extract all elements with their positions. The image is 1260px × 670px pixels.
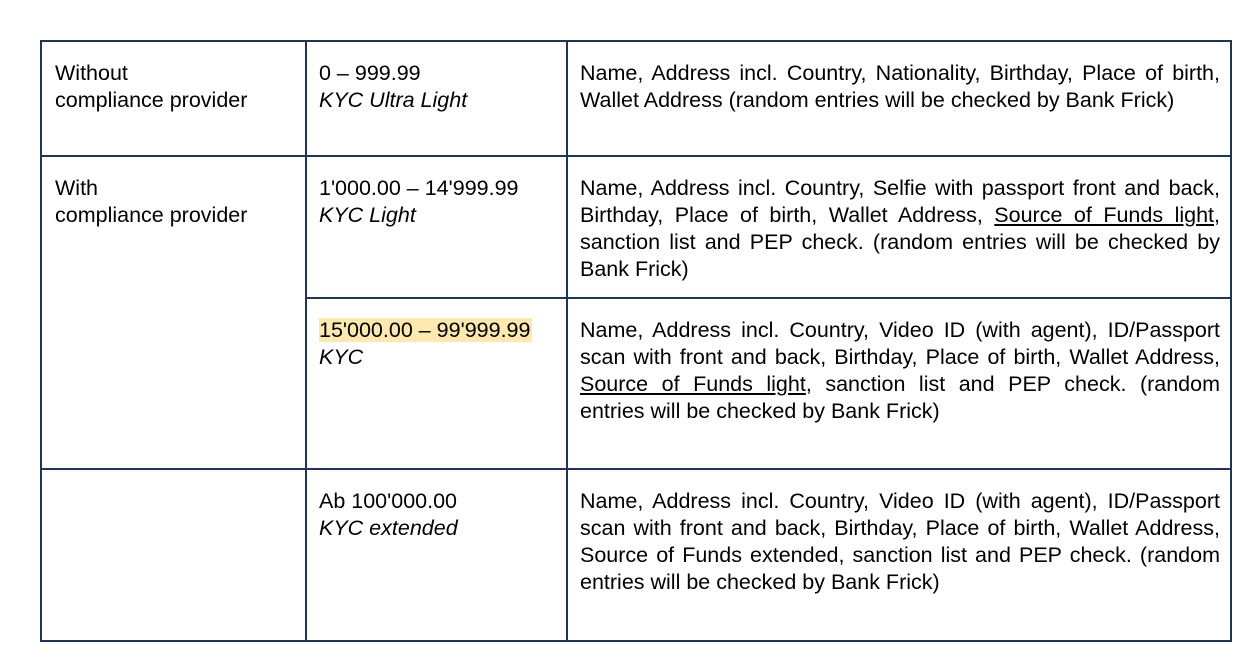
requirements-part: Name, Address incl. Country, Video ID (with agent), ID/Passport scan with front and back, Birthday, Place of birth, Wallet Address, bbox=[580, 318, 1220, 369]
requirements-part: , sanction list and PEP check. (random entries will be checked by Bank Frick) bbox=[580, 203, 1220, 281]
amount-cell bbox=[306, 469, 567, 641]
provider-label: With bbox=[55, 176, 98, 200]
amount-cell bbox=[306, 41, 567, 156]
kyc-level: KYC Light bbox=[319, 203, 416, 227]
requirements-part: , sanction list and PEP check. (random entries will be checked by Bank Frick) bbox=[580, 372, 1221, 423]
provider-cell bbox=[41, 469, 306, 641]
requirements-text bbox=[568, 299, 1230, 425]
requirements-text bbox=[568, 157, 1230, 283]
provider-cell bbox=[41, 298, 306, 469]
provider-label: compliance provider bbox=[55, 203, 248, 227]
amount-range: 0 – 999.99 bbox=[319, 61, 421, 85]
table-row bbox=[41, 298, 1231, 469]
requirements-part: Name, Address incl. Country, Selfie with passport front and back, Birthday, Place of birth, Wallet Address, bbox=[580, 176, 1220, 227]
requirements-cell bbox=[567, 41, 1231, 156]
provider-label: compliance provider bbox=[55, 88, 248, 112]
requirements-text: Name, Address incl. Country, Video ID (with agent), ID/Passport scan with front and back, Birthday, Place of birth, Wallet Address, Source of Funds extended, sanction list and PEP check. (random entries will be checked by Bank Frick) bbox=[580, 489, 1220, 594]
table-row bbox=[41, 469, 1231, 641]
table-row bbox=[41, 41, 1231, 156]
amount-cell bbox=[306, 156, 567, 298]
amount-range-highlighted: 15'000.00 – 99'999.99 bbox=[319, 318, 531, 342]
provider-cell bbox=[41, 41, 306, 156]
kyc-level: KYC bbox=[319, 345, 364, 369]
kyc-requirements-table bbox=[40, 40, 1232, 642]
requirements-cell bbox=[567, 469, 1231, 641]
provider-label: Without bbox=[55, 61, 128, 85]
amount-cell bbox=[306, 298, 567, 469]
kyc-level: KYC extended bbox=[319, 516, 458, 540]
requirements-cell bbox=[567, 298, 1231, 469]
kyc-level: KYC Ultra Light bbox=[319, 88, 468, 112]
source-of-funds-link[interactable]: Source of Funds light bbox=[580, 372, 806, 396]
provider-cell bbox=[41, 156, 306, 298]
amount-range: 1'000.00 – 14'999.99 bbox=[319, 176, 519, 200]
source-of-funds-link[interactable]: Source of Funds light bbox=[994, 203, 1215, 227]
requirements-cell bbox=[567, 156, 1231, 298]
table-row bbox=[41, 156, 1231, 298]
amount-range: Ab 100'000.00 bbox=[319, 489, 458, 513]
requirements-text: Name, Address incl. Country, Nationality, Birthday, Place of birth, Wallet Address (random entries will be checked by Bank Frick) bbox=[580, 61, 1220, 112]
